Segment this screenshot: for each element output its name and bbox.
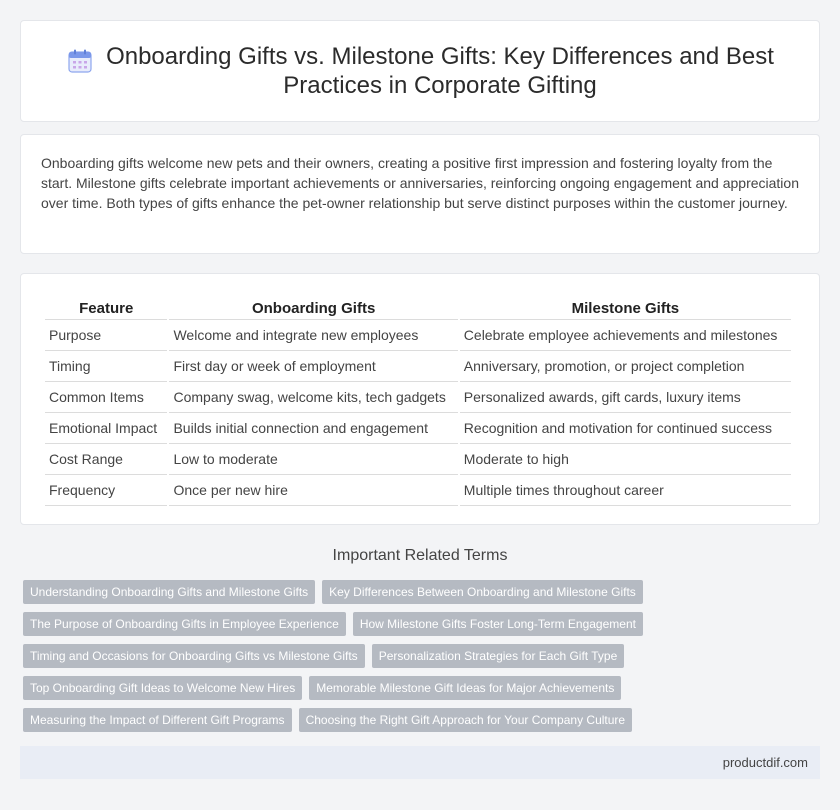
intro-paragraph: Onboarding gifts welcome new pets and their owners, creating a positive first impression and fostering loyalty from the start. Milestone gifts celebrate important achievements or anniversaries, reinforcing ongoing engagement and appreciation over time. Both types of gifts enhance the pet-owner relationship but serve distinct purposes within the customer journey. xyxy=(41,155,799,211)
table-cell: Timing xyxy=(45,351,167,382)
table-cell: Low to moderate xyxy=(169,444,457,475)
header-feature: Feature xyxy=(45,296,167,320)
table-cell: Celebrate employee achievements and milestones xyxy=(460,320,791,351)
related-term-tag[interactable]: Understanding Onboarding Gifts and Milestone Gifts xyxy=(23,580,315,604)
footer-site-link[interactable]: productdif.com xyxy=(722,755,808,770)
comparison-card xyxy=(20,273,820,525)
table-cell: Purpose xyxy=(45,320,167,351)
table-cell: Multiple times throughout career xyxy=(460,475,791,506)
table-row xyxy=(45,413,791,444)
tag-row xyxy=(23,644,823,668)
table-cell: Recognition and motivation for continued success xyxy=(460,413,791,444)
table-cell: Frequency xyxy=(45,475,167,506)
table-row xyxy=(45,475,791,506)
related-term-tag[interactable]: Memorable Milestone Gift Ideas for Major Achievements xyxy=(309,676,621,700)
related-term-tag[interactable]: The Purpose of Onboarding Gifts in Employee Experience xyxy=(23,612,346,636)
table-cell: Moderate to high xyxy=(460,444,791,475)
table-cell: First day or week of employment xyxy=(169,351,457,382)
table-row xyxy=(45,382,791,413)
table-row xyxy=(45,444,791,475)
table-cell: Emotional Impact xyxy=(45,413,167,444)
related-term-tag[interactable]: Key Differences Between Onboarding and Milestone Gifts xyxy=(322,580,643,604)
related-term-tag[interactable]: Personalization Strategies for Each Gift Type xyxy=(372,644,625,668)
related-terms-title: Important Related Terms xyxy=(332,547,508,564)
comparison-table xyxy=(43,296,793,506)
table-cell: Anniversary, promotion, or project completion xyxy=(460,351,791,382)
table-cell: Personalized awards, gift cards, luxury items xyxy=(460,382,791,413)
related-term-tag[interactable]: Timing and Occasions for Onboarding Gifts vs Milestone Gifts xyxy=(23,644,365,668)
table-cell: Cost Range xyxy=(45,444,167,475)
related-term-tag[interactable]: Measuring the Impact of Different Gift Programs xyxy=(23,708,292,732)
footer xyxy=(20,746,820,779)
related-term-tag[interactable]: How Milestone Gifts Foster Long-Term Engagement xyxy=(353,612,643,636)
tag-row xyxy=(23,612,823,636)
header-onboarding: Onboarding Gifts xyxy=(169,296,457,320)
tag-row xyxy=(23,676,823,700)
related-terms-list xyxy=(23,580,823,740)
intro-card xyxy=(20,134,820,254)
table-cell: Welcome and integrate new employees xyxy=(169,320,457,351)
tag-row xyxy=(23,708,823,732)
table-cell: Company swag, welcome kits, tech gadgets xyxy=(169,382,457,413)
header-card xyxy=(20,20,820,122)
table-cell: Once per new hire xyxy=(169,475,457,506)
related-term-tag[interactable]: Choosing the Right Gift Approach for Your Company Culture xyxy=(299,708,633,732)
table-row xyxy=(45,320,791,351)
table-row xyxy=(45,351,791,382)
table-header-row xyxy=(45,296,791,320)
header-milestone: Milestone Gifts xyxy=(460,296,791,320)
tag-row xyxy=(23,580,823,604)
related-term-tag[interactable]: Top Onboarding Gift Ideas to Welcome New Hires xyxy=(23,676,302,700)
page-title: Onboarding Gifts vs. Milestone Gifts: Key Differences and Best Practices in Corporate Gifting xyxy=(106,43,774,99)
table-cell: Common Items xyxy=(45,382,167,413)
table-cell: Builds initial connection and engagement xyxy=(169,413,457,444)
